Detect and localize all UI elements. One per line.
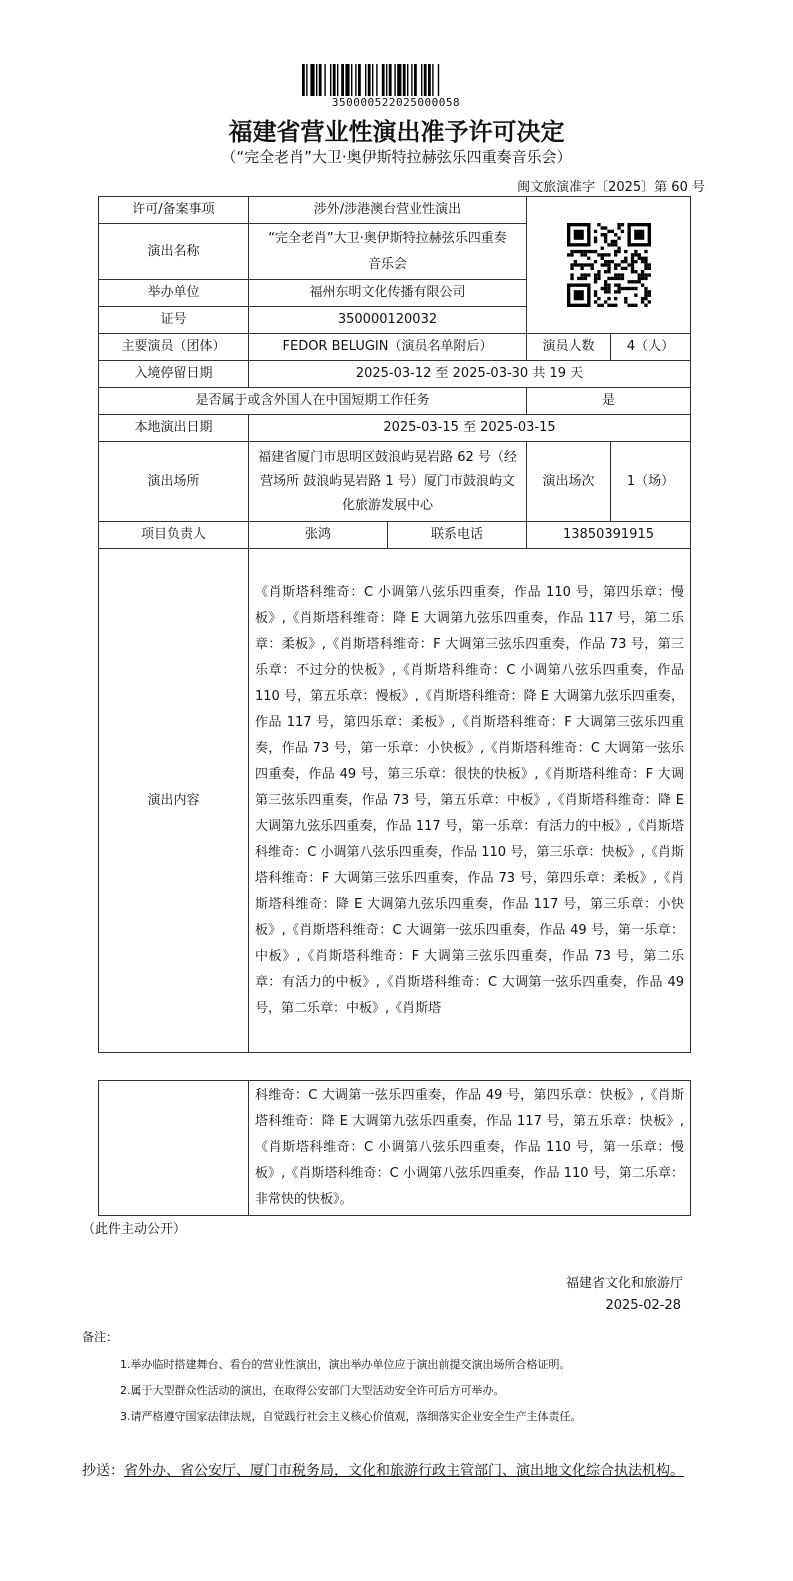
sessions-label: 演出场次 — [527, 442, 611, 522]
qr-module — [630, 280, 633, 283]
qr-module — [647, 300, 650, 303]
qr-module — [607, 253, 610, 256]
qr-module — [607, 230, 610, 233]
stay-dates-value: 2025-03-12 至 2025-03-30 共 19 天 — [249, 361, 691, 388]
qr-module — [644, 287, 647, 290]
qr-module — [567, 253, 570, 256]
qr-module — [577, 277, 580, 280]
barcode-bar — [330, 64, 331, 96]
qr-module — [597, 297, 600, 300]
qr-module — [603, 263, 606, 266]
qr-module — [620, 260, 623, 263]
qr-module — [630, 287, 633, 290]
qr-module — [593, 294, 596, 297]
qr-module — [600, 253, 603, 256]
local-dates-label: 本地演出日期 — [99, 415, 249, 442]
qr-module — [640, 270, 643, 273]
qr-module — [627, 304, 630, 307]
qr-module — [630, 304, 633, 307]
qr-module — [597, 270, 600, 273]
qr-module — [603, 270, 606, 273]
cc-recipients: 省外办、省公安厅、厦门市税务局，文化和旅游行政主管部门、演出地文化综合执法机构。 — [124, 1463, 684, 1479]
qr-module — [567, 304, 591, 307]
issuing-authority: 福建省文化和旅游厅 — [565, 1276, 683, 1291]
qr-module — [610, 230, 613, 233]
qr-module — [617, 250, 620, 253]
venue-label: 演出场所 — [99, 442, 249, 522]
qr-code — [567, 223, 651, 307]
qr-module — [593, 280, 596, 283]
qr-module — [580, 263, 583, 266]
qr-module — [593, 290, 596, 293]
qr-module — [614, 297, 617, 300]
manager-label: 项目负责人 — [99, 522, 249, 549]
phone-label: 联系电话 — [430, 527, 483, 542]
qr-module — [614, 240, 617, 243]
short-term-work-value: 是 — [527, 388, 691, 415]
permit-type-label: 许可/备案事项 — [99, 197, 249, 224]
document-number: 闽文旅演准字〔2025〕第 60 号 — [517, 180, 705, 195]
qr-module — [647, 294, 650, 297]
qr-module — [597, 223, 600, 226]
qr-module — [624, 287, 627, 290]
qr-module — [627, 263, 630, 266]
barcode-bar — [438, 64, 439, 96]
qr-module — [603, 253, 606, 256]
qr-module — [617, 290, 620, 293]
qr-module — [603, 260, 606, 263]
qr-module — [593, 250, 596, 253]
qr-module — [634, 250, 637, 253]
qr-module — [640, 273, 643, 276]
qr-module — [587, 257, 590, 260]
qr-module — [617, 247, 620, 250]
document-subtitle: （“完全老肖”大卫·奥伊斯特拉赫弦乐四重奏音乐会） — [221, 148, 572, 166]
barcode-bar — [355, 64, 356, 96]
short-term-work-label: 是否属于或含外国人在中国短期工作任务 — [99, 388, 527, 415]
qr-module — [587, 283, 590, 307]
qr-module — [593, 300, 596, 303]
barcode-bar — [407, 64, 408, 96]
qr-module — [644, 273, 647, 276]
qr-module — [617, 263, 620, 266]
qr-module — [634, 230, 644, 240]
qr-module — [573, 250, 576, 253]
content-continuation-label-cell — [99, 1081, 249, 1216]
qr-module — [620, 287, 623, 290]
qr-module — [597, 304, 600, 307]
qr-module — [634, 287, 637, 290]
qr-module — [644, 277, 647, 280]
qr-module — [634, 294, 637, 297]
qr-module — [624, 250, 627, 253]
document-title: 福建省营业性演出准予许可决定 — [228, 117, 565, 146]
qr-module — [580, 273, 583, 276]
qr-module — [627, 287, 630, 290]
qr-module — [630, 270, 633, 273]
permit-table — [98, 196, 691, 1053]
qr-module — [610, 304, 613, 307]
qr-module — [597, 253, 600, 256]
qr-module — [640, 277, 643, 280]
qr-module — [587, 273, 590, 276]
barcode-bar — [394, 64, 395, 96]
barcode-bar — [432, 64, 433, 96]
barcode-bar — [421, 64, 422, 96]
qr-module — [630, 263, 633, 266]
qr-module — [640, 300, 643, 303]
barcode-bar — [316, 64, 317, 96]
show-name-value: “完全老肖”大卫·奥伊斯特拉赫弦乐四重奏音乐会 — [249, 224, 527, 280]
qr-module — [647, 290, 650, 293]
barcode-bar — [368, 64, 371, 96]
performer-count-value: 4（人） — [611, 334, 691, 361]
qr-module — [630, 260, 633, 263]
barcode-bar — [310, 64, 314, 96]
barcode-bar — [324, 64, 325, 96]
qr-module — [570, 277, 573, 280]
qr-module — [610, 243, 613, 246]
qr-module — [600, 304, 603, 307]
qr-module — [567, 243, 591, 246]
qr-module — [637, 273, 640, 276]
qr-module — [607, 283, 610, 286]
qr-module — [624, 260, 627, 263]
cc-section — [82, 1458, 710, 1484]
qr-module — [610, 240, 613, 243]
qr-module — [590, 263, 593, 266]
qr-module — [647, 263, 650, 266]
remark-2: 2.属于大型群众性活动的演出，在取得公安部门大型活动安全许可后方可举办。 — [120, 1384, 505, 1397]
qr-module — [637, 257, 640, 260]
venue-value: 福建省厦门市思明区鼓浪屿晃岩路 62 号（经营场所 鼓浪屿晃岩路 1 号）厦门市鼓浪屿文化旅游发展中心 — [249, 442, 527, 522]
qr-module — [617, 226, 620, 229]
manager-value: 张鸿 — [249, 522, 388, 548]
qr-module — [647, 267, 650, 270]
barcode — [302, 64, 490, 96]
qr-module — [597, 277, 600, 280]
qr-module — [593, 277, 596, 280]
qr-module — [607, 277, 610, 280]
content-continuation-table — [98, 1080, 691, 1216]
qr-module — [570, 267, 573, 270]
qr-module — [644, 250, 647, 253]
qr-module — [570, 250, 573, 253]
public-disclosure-note: （此件主动公开） — [82, 1222, 187, 1237]
qr-module — [610, 277, 613, 280]
qr-module — [617, 283, 620, 286]
qr-module — [573, 263, 576, 266]
manager-phone-cell — [249, 522, 527, 549]
qr-module — [614, 273, 617, 276]
qr-module — [614, 263, 617, 266]
qr-module — [644, 267, 647, 270]
qr-module — [640, 257, 643, 260]
qr-module — [567, 223, 591, 226]
qr-module — [570, 273, 573, 276]
remarks-label: 备注： — [82, 1330, 119, 1344]
qr-module — [587, 263, 590, 266]
qr-module — [644, 263, 647, 266]
qr-module — [610, 260, 613, 263]
qr-module — [630, 253, 633, 256]
qr-module — [577, 263, 580, 266]
qr-module — [603, 233, 606, 236]
qr-module — [603, 280, 606, 283]
qr-module — [567, 283, 570, 307]
qr-module — [634, 253, 637, 256]
barcode-bar — [345, 64, 349, 96]
qr-module — [580, 267, 583, 270]
qr-module — [644, 290, 647, 293]
permit-type-value: 涉外/涉港澳台营业性演出 — [249, 197, 527, 224]
qr-module — [627, 223, 630, 247]
content-label: 演出内容 — [99, 549, 249, 1053]
qr-module — [630, 267, 633, 270]
qr-module — [603, 226, 606, 229]
qr-module — [617, 223, 620, 226]
cert-no-value: 350000120032 — [249, 307, 527, 334]
barcode-bar — [341, 64, 344, 96]
barcode-bar — [386, 64, 387, 96]
qr-module — [614, 283, 617, 286]
barcode-bar — [372, 64, 373, 96]
barcode-bar — [302, 64, 305, 96]
qr-module — [647, 223, 650, 247]
qr-module — [603, 240, 606, 243]
qr-module — [644, 260, 647, 263]
qr-module — [590, 250, 593, 253]
show-name-label: 演出名称 — [99, 224, 249, 280]
qr-module — [624, 257, 627, 260]
qr-module — [614, 304, 617, 307]
qr-module — [583, 253, 586, 256]
qr-module — [640, 297, 643, 300]
qr-module — [637, 253, 640, 256]
qr-module — [624, 300, 627, 303]
qr-module — [600, 287, 603, 290]
qr-module — [617, 273, 620, 276]
barcode-bar — [403, 64, 406, 96]
qr-module — [587, 250, 590, 253]
qr-module — [577, 250, 580, 253]
qr-module — [607, 260, 610, 263]
qr-module — [593, 260, 596, 263]
sessions-value: 1（场） — [611, 442, 691, 522]
barcode-bar — [365, 64, 366, 96]
content-value: 《肖斯塔科维奇：C 小调第八弦乐四重奏，作品 110 号，第四乐章：慢板》,《肖斯塔科维奇：降 E 大调第九弦乐四重奏，作品 117 号，第二乐章：柔板》,《肖斯塔科维奇：F 大调第三弦乐四重奏，作品 73 号，第三乐章：不过分的快板》,《肖斯塔科维奇：C 小调第八弦乐四重奏，作品 110 号，第五乐章：慢板》,《肖斯塔科维奇：降 E 大调第九弦乐四重奏，作品 117 号，第四乐章：柔板》,《肖斯塔科维奇：F 大调第三弦乐四重奏，作品 73 号，第一乐章：小快板》,《肖斯塔科维奇：C 大调第一弦乐四重奏，作品 49 号，第三乐章：很快的快板》,《肖斯塔科维奇：F 大调第三弦乐四重奏，作品 73 号，第五乐章：中板》,《肖斯塔科维奇：降 E 大调第九弦乐四重奏，作品 117 号，第一乐章：有活力的中板》,《肖斯塔科维奇：C 小调第八弦乐四重奏，作品 110 号，第三乐章：快板》,《肖斯塔科维奇：F 大调第三弦乐四重奏，作品 73 号，第四乐章：柔板》,《肖斯塔科维奇：降 E 大调第九弦乐四重奏，作品 117 号，第三乐章：小快板》,《肖斯塔科维奇：C 大调第一弦乐四重奏，作品 49 号，第一乐章：中板》,《肖斯塔科维奇：F 大调第三弦乐四重奏，作品 73 号，第二乐章：有活力的中板》,《肖斯塔科维奇：C 大调第一弦乐四重奏，作品 49 号，第二乐章：中板》,《肖斯塔 — [249, 549, 691, 1053]
qr-module — [630, 257, 633, 260]
qr-module — [590, 267, 593, 270]
qr-module — [607, 243, 610, 246]
qr-module — [620, 230, 623, 233]
qr-module — [600, 247, 603, 250]
barcode-bar — [411, 64, 412, 96]
qr-module — [600, 257, 603, 260]
qr-module — [637, 280, 640, 283]
phone-value: 13850391915 — [527, 522, 691, 549]
qr-module — [593, 273, 596, 276]
qr-module — [614, 277, 617, 280]
qr-module — [607, 297, 610, 300]
qr-module — [614, 250, 617, 253]
barcode-bar — [333, 64, 336, 96]
barcode-bar — [382, 64, 385, 96]
organizer-label: 举办单位 — [99, 280, 249, 307]
qr-module — [634, 304, 637, 307]
qr-module — [573, 290, 583, 300]
qr-module — [583, 273, 586, 276]
qr-module — [614, 243, 617, 246]
qr-module — [640, 283, 643, 286]
stay-dates-label: 入境停留日期 — [99, 361, 249, 388]
qr-module — [567, 223, 570, 247]
qr-module — [570, 263, 573, 266]
qr-module — [573, 230, 583, 240]
content-continuation-value: 科维奇：C 大调第一弦乐四重奏，作品 49 号，第四乐章：快板》,《肖斯塔科维奇：降 E 大调第九弦乐四重奏，作品 117 号，第五乐章：快板》,《肖斯塔科维奇：C 小调第八弦乐四重奏，作品 110 号，第一乐章：慢板》,《肖斯塔科维奇：C 小调第八弦乐四重奏，作品 110 号，第二乐章：非常快的快板》。 — [249, 1081, 691, 1216]
qr-module — [580, 277, 583, 280]
qr-module — [593, 236, 596, 239]
qr-module — [634, 260, 637, 263]
qr-module — [644, 257, 647, 260]
main-performer-label: 主要演员（团体） — [99, 334, 249, 361]
qr-module — [567, 283, 591, 286]
qr-module — [597, 273, 600, 276]
qr-module — [614, 290, 617, 293]
qr-module — [593, 230, 596, 233]
qr-module — [614, 233, 617, 236]
qr-module — [627, 223, 651, 226]
qr-module — [583, 263, 586, 266]
qr-module — [607, 263, 610, 266]
qr-module — [603, 283, 606, 286]
qr-module — [620, 277, 623, 280]
qr-module — [614, 253, 617, 256]
qr-module — [624, 297, 627, 300]
qr-module — [607, 304, 610, 307]
qr-module — [620, 223, 623, 226]
barcode-number: 350000522025000058 — [331, 96, 461, 109]
qr-module — [617, 287, 620, 290]
qr-module — [617, 277, 620, 280]
qr-module — [600, 226, 603, 229]
qr-module — [607, 270, 610, 273]
qr-module — [607, 290, 610, 293]
qr-code-cell — [527, 197, 691, 334]
qr-module — [644, 304, 647, 307]
qr-module — [583, 250, 586, 253]
local-dates-value: 2025-03-15 至 2025-03-15 — [249, 415, 691, 442]
barcode-bar — [306, 64, 307, 96]
qr-module — [644, 297, 647, 300]
barcode-bar — [414, 64, 417, 96]
qr-module — [600, 233, 603, 236]
qr-module — [620, 267, 623, 270]
barcode-bar — [424, 64, 427, 96]
barcode-bar — [337, 64, 338, 96]
qr-module — [580, 253, 583, 256]
main-performer-value: FEDOR BELUGIN（演员名单附后） — [249, 334, 527, 361]
qr-module — [617, 236, 620, 239]
qr-module — [573, 260, 576, 263]
qr-module — [603, 300, 606, 303]
qr-module — [644, 294, 647, 297]
qr-module — [570, 253, 573, 256]
qr-module — [583, 277, 586, 280]
issue-date: 2025-02-28 — [605, 1298, 681, 1313]
qr-module — [640, 260, 643, 263]
barcode-bar — [358, 64, 361, 96]
barcode-bar — [376, 64, 377, 96]
qr-module — [647, 273, 650, 276]
qr-module — [624, 267, 627, 270]
qr-module — [603, 287, 606, 290]
qr-module — [637, 277, 640, 280]
barcode-bar — [351, 64, 352, 96]
qr-module — [620, 273, 623, 276]
qr-module — [580, 250, 583, 253]
cert-no-label: 证号 — [99, 307, 249, 334]
cc-label: 抄送： — [82, 1463, 124, 1479]
remark-1: 1.举办临时搭建舞台、看台的营业性演出，演出举办单位应于演出前提交演出场所合格证明。 — [120, 1358, 571, 1371]
qr-module — [627, 280, 630, 283]
organizer-value: 福州东明文化传播有限公司 — [249, 280, 527, 307]
barcode-bar — [319, 64, 322, 96]
barcode-bar — [397, 64, 401, 96]
qr-module — [607, 267, 610, 270]
qr-module — [603, 236, 606, 239]
qr-module — [614, 267, 617, 270]
qr-module — [634, 270, 637, 273]
qr-module — [603, 290, 606, 293]
barcode-bar — [428, 64, 431, 96]
barcode-bar — [389, 64, 392, 96]
qr-module — [600, 263, 603, 266]
qr-module — [627, 243, 651, 246]
qr-module — [593, 240, 596, 243]
remark-3: 3.请严格遵守国家法律法规，自觉践行社会主义核心价值观，落细落实企业安全生产主体责任。 — [120, 1410, 582, 1423]
qr-module — [607, 287, 610, 290]
qr-module — [634, 280, 637, 283]
qr-module — [587, 223, 590, 247]
performer-count-label: 演员人数 — [527, 334, 611, 361]
